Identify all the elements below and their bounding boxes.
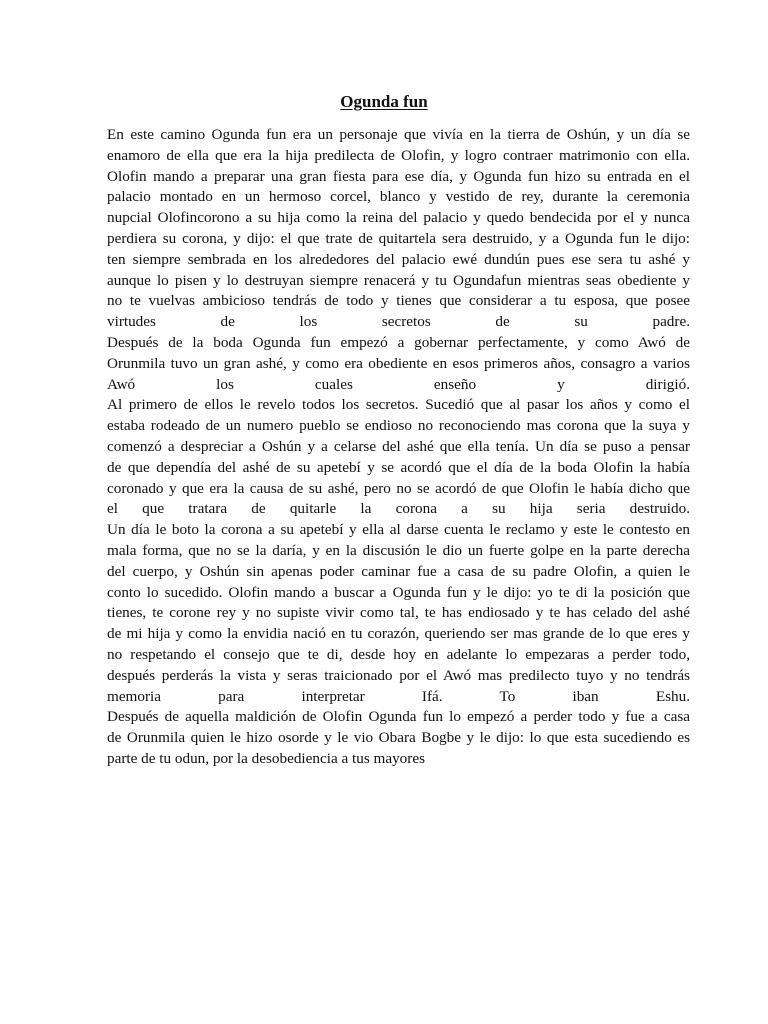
text-line: Un día le boto la corona a su apetebí y ella al darse cuenta le reclamo y este le contesto en bbox=[107, 521, 690, 539]
text-line: no respetando el consejo que te di, desde hoy en adelante lo empezaras a perder todo, bbox=[107, 645, 690, 663]
text-line: En este camino Ogunda fun era un personaje que vivía en la tierra de Oshún, y un día se bbox=[107, 126, 690, 143]
text-line: palacio montado en un hermoso corcel, blanco y vestido de rey, durante la ceremonia bbox=[107, 188, 690, 206]
text-line: Awó los cuales enseño y dirigió. bbox=[107, 375, 690, 393]
text-line: nupcial Olofincorono a su hija como la reina del palacio y quedo bendecida por el y nunca bbox=[107, 209, 690, 227]
text-line: después perderás la vista y seras traicionado por el Awó mas predilecto tuyo y no tendrás bbox=[107, 666, 690, 684]
text-line: memoria para interpretar Ifá. To iban Eshu. bbox=[107, 687, 690, 705]
text-line: coronado y que era la causa de su ashé, pero no se acordó de que Olofin le había dicho que bbox=[107, 479, 690, 497]
text-line: del cuerpo, y Oshún sin apenas poder caminar fue a casa de su padre Olofin, a quien le bbox=[107, 562, 690, 580]
text-line: de Orunmila quien le hizo osorde y le vio Obara Bogbe y le dijo: lo que esta sucediendo es bbox=[107, 729, 690, 747]
text-line: el que tratara de quitarle la corona a su hija seria destruido. bbox=[107, 500, 690, 518]
text-line: aunque lo pisen y lo destruyan siempre renacerá y tu Ogundafun mientras seas obediente y bbox=[107, 271, 690, 289]
text-line: estaba rodeado de un numero pueblo se endioso no reconociendo mas corona que la suya y bbox=[107, 417, 690, 435]
text-line: Después de aquella maldición de Olofin Ogunda fun lo empezó a perder todo y fue a casa bbox=[107, 708, 690, 726]
text-line: Después de la boda Ogunda fun empezó a gobernar perfectamente, y como Awó de bbox=[107, 333, 690, 351]
text-line: perdiera su corona, y dijo: el que trate de quitartela sera destruido, y a Ogunda fun le dijo: bbox=[107, 229, 690, 247]
text-line: comenzó a despreciar a Oshún y a celarse del ashé que ella tenía. Un día se puso a pensar bbox=[107, 437, 690, 455]
text-line: conto lo sucedido. Olofin mando a buscar a Ogunda fun y le dijo: yo te di la posición que bbox=[107, 583, 690, 601]
text-line: de mi hija y como la envidia nació en tu corazón, queriendo ser mas grande de lo que eres y bbox=[107, 625, 690, 643]
text-line: Orunmila tuvo un gran ashé, y como era obediente en esos primeros años, consagro a varios bbox=[107, 354, 690, 372]
text-line: parte de tu odun, por la desobediencia a tus mayores bbox=[107, 749, 425, 767]
text-line: ten siempre sembrada en los alrededores del palacio ewé dundún pues ese sera tu ashé y bbox=[107, 250, 690, 268]
text-line: enamoro de ella que era la hija predilecta de Olofin, y logro contraer matrimonio con ella. bbox=[107, 146, 690, 164]
document-title: Ogunda fun bbox=[340, 92, 428, 111]
text-line: mala forma, que no se la daría, y en la discusión le dio un fuerte golpe en la parte derecha bbox=[107, 541, 690, 559]
text-line: de que dependía del ashé de su apetebí y se acordó que el día de la boda Olofin la había bbox=[107, 458, 690, 476]
text-line: Olofin mando a preparar una gran fiesta para ese día, y Ogunda fun hizo su entrada en el bbox=[107, 167, 690, 185]
text-line: no te vuelvas ambicioso tendrás de todo y tienes que considerar a tu esposa, que posee bbox=[107, 292, 690, 310]
document-body bbox=[107, 125, 690, 770]
text-line: Al primero de ellos le revelo todos los secretos. Sucedió que al pasar los años y como el bbox=[107, 396, 690, 414]
text-line: tienes, te corone rey y no supiste vivir como tal, te has endiosado y te has celado del ashé bbox=[107, 604, 690, 622]
text-line: virtudes de los secretos de su padre. bbox=[107, 313, 690, 331]
